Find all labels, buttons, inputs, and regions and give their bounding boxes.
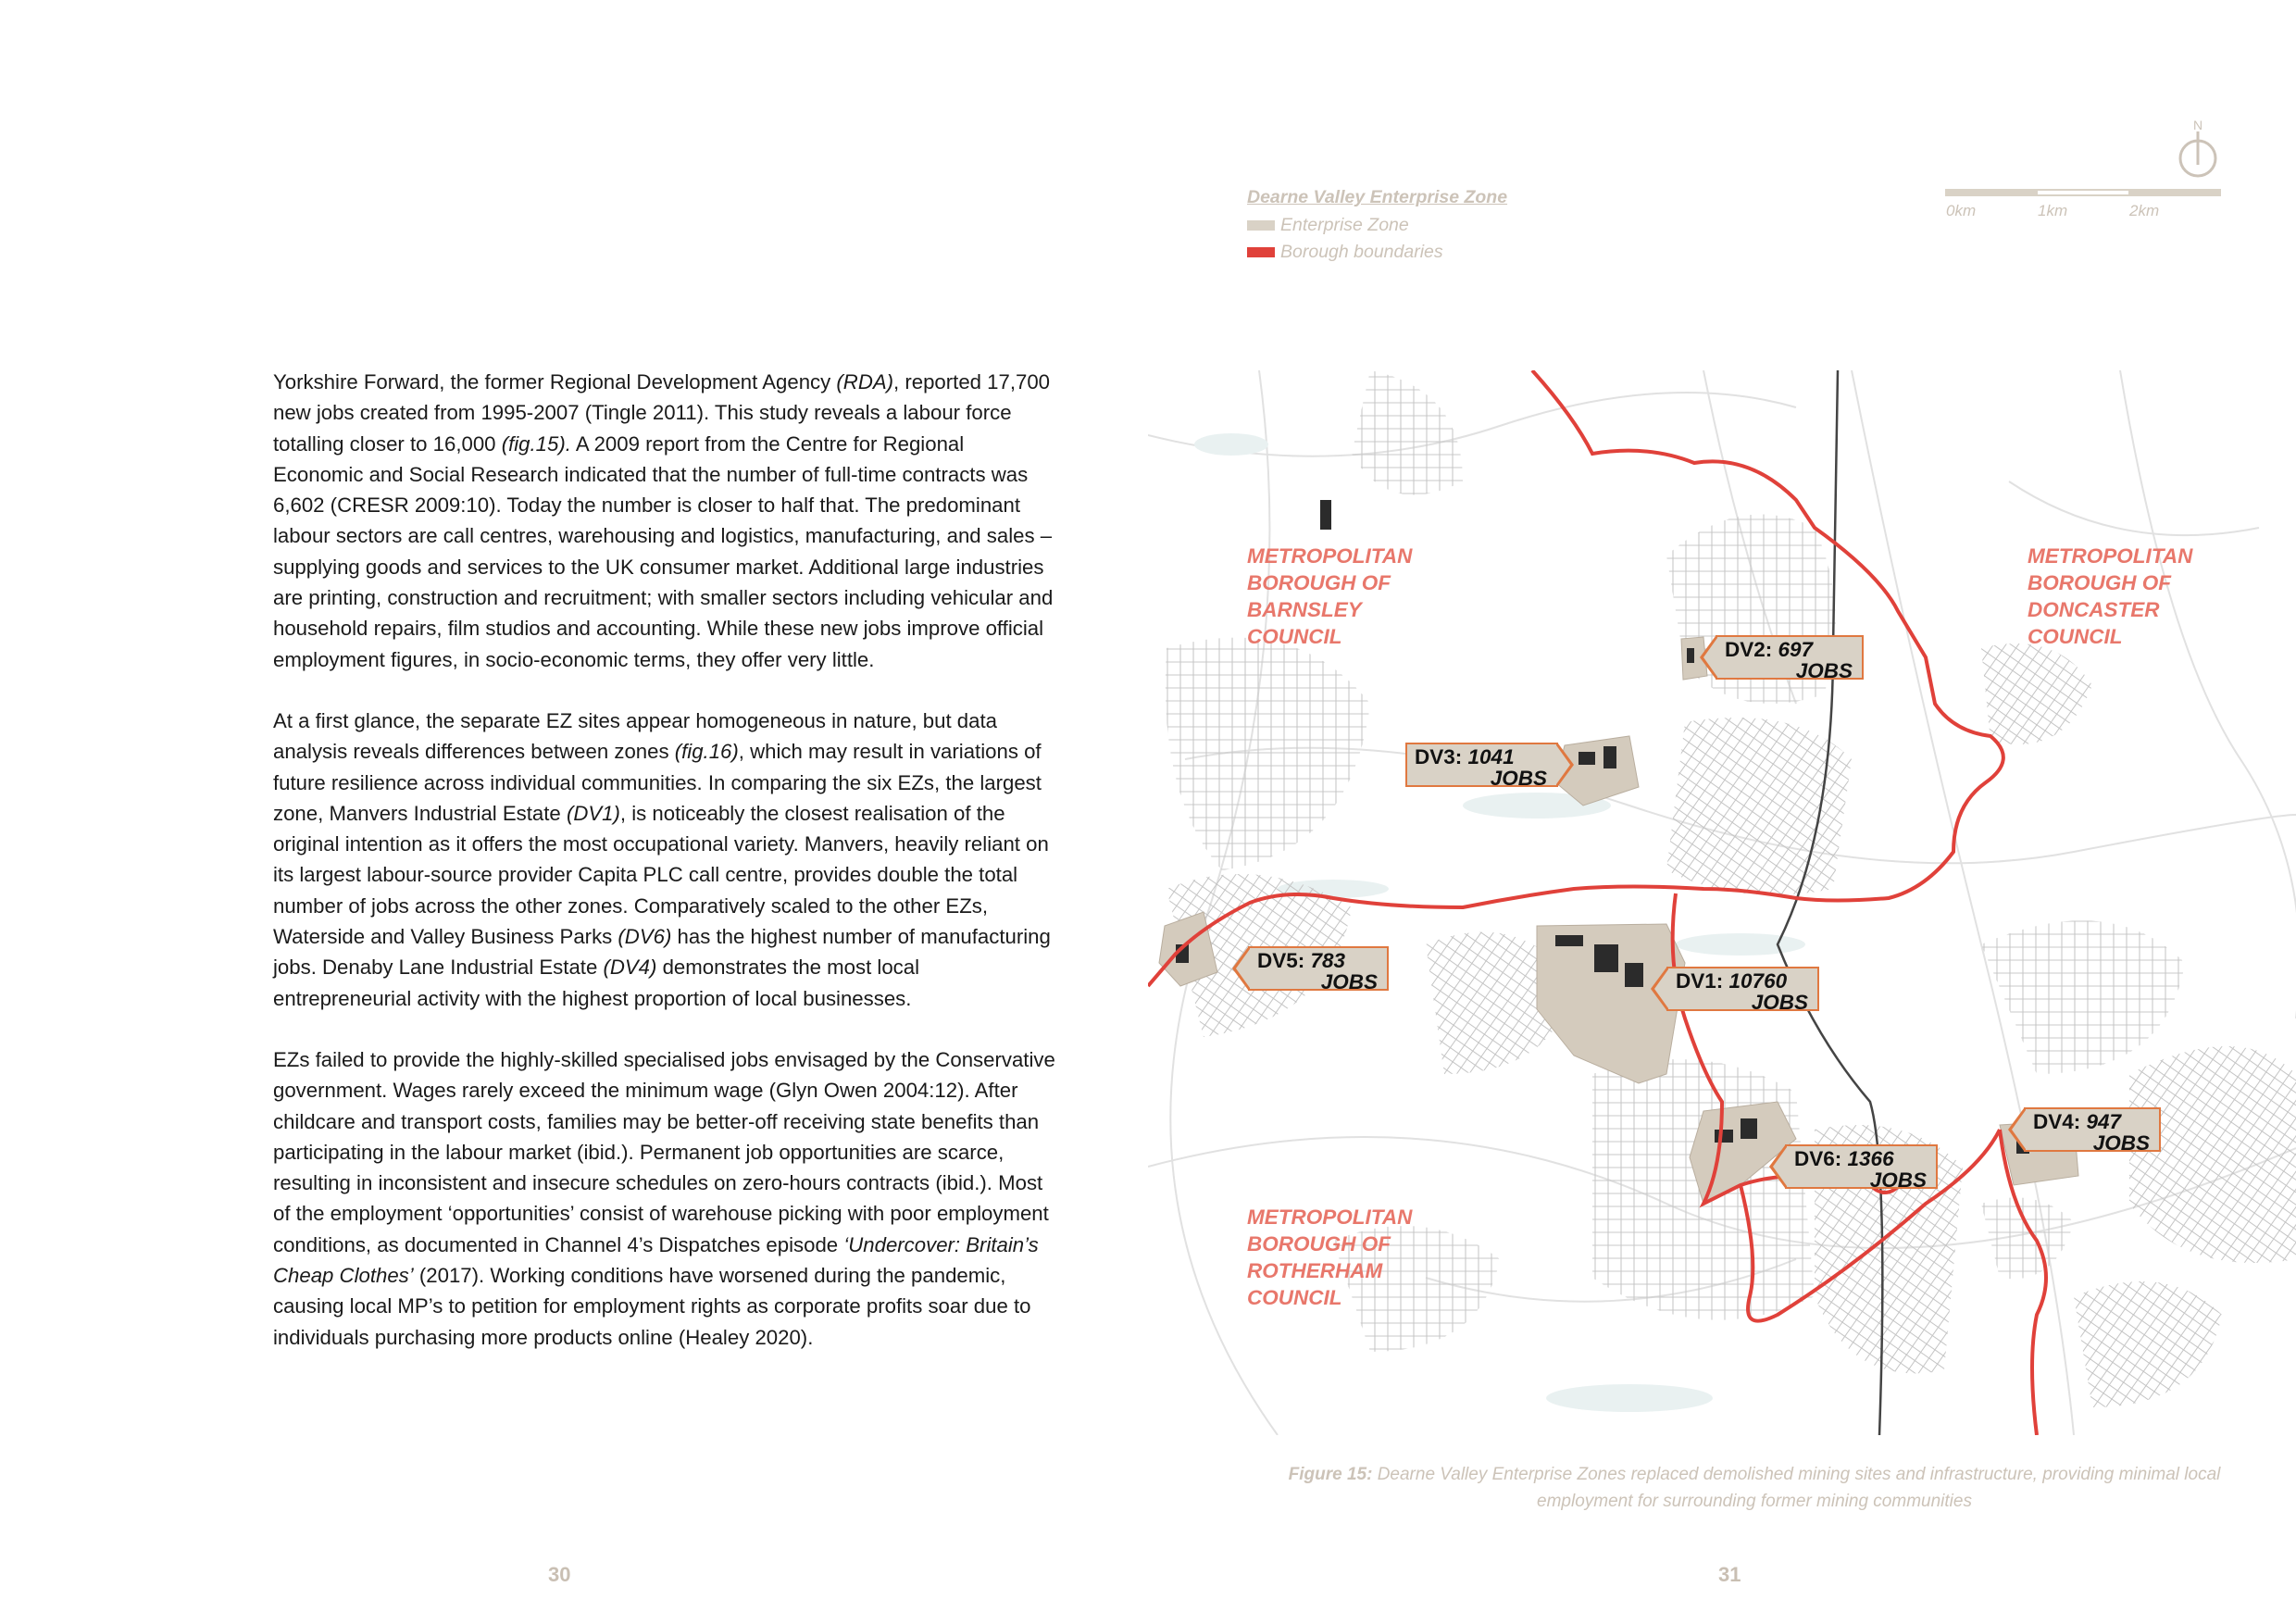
scale-bar	[1945, 189, 2221, 196]
text-run: , which may result in variations of future resilience across individual communities. In comparing the six EZs, the largest zone, Manvers Industrial Estate	[273, 740, 1042, 825]
italic-run: (DV1)	[566, 801, 620, 825]
borough-label-rotherham: METROPOLITAN BOROUGH OF ROTHERHAM COUNCIL	[1247, 1206, 1413, 1309]
text-run: (2017). Working conditions have worsened during the pandemic, causing local MP’s to petition for employment rights as corporate profits soar due to individuals purchasing more products online (Healey 2020).	[273, 1264, 1031, 1349]
italic-run: ‘Undercover: Britain’s Cheap Clothes’	[273, 1232, 1039, 1288]
italic-run: (RDA)	[836, 370, 894, 394]
north-arrow-icon	[2172, 119, 2224, 180]
legend-item-borough	[1247, 239, 1507, 266]
scale-label-1: 1km	[2038, 202, 2068, 219]
callout-dv1: DV1: 10760 JOBS	[1666, 967, 1819, 1011]
text-run: demonstrates the most local entrepreneurial activity with the highest proportion of local businesses.	[273, 956, 920, 1010]
page-number-left: 30	[548, 1563, 571, 1586]
text-run: has the highest number of manufacturing jobs. Denaby Lane Industrial Estate	[273, 925, 1051, 980]
paragraph-2	[273, 706, 1055, 1014]
borough-label-doncaster: METROPOLITAN BOROUGH OF DONCASTER COUNCIL	[2028, 544, 2193, 648]
legend-item-enterprise-zone	[1247, 212, 1507, 239]
callout-dv6: DV6: 1366 JOBS	[1785, 1144, 1938, 1189]
legend-swatch-zone	[1247, 220, 1275, 231]
text-run: A 2009 report from the Centre for Regional Economic and Social Research indicated that the number of full-time contracts was 6,602 (CRESR 2009:10). Today the number is closer to half that. The predominant labour sectors are call centres, warehousing and logistics, manufacturing, and sales – supplying goods and services to the UK consumer market. Additional large industries are printing, construction and recruitment; with smaller sectors including vehicular and household repairs, film studios and accounting. While these new jobs improve official employment figures, in socio-economic terms, they offer very little.	[273, 431, 1054, 671]
paragraph-1	[273, 367, 1055, 675]
paragraph-3	[273, 1044, 1055, 1353]
text-run: Yorkshire Forward, the former Regional Development Agency	[273, 370, 837, 394]
text-run: , reported 17,700 new jobs created from 1995-2007 (Tingle 2011). This study reveals a labour force totalling closer to 16,000	[273, 370, 1051, 456]
legend-title: Dearne Valley Enterprise Zone	[1247, 187, 1508, 207]
figure-caption	[1245, 1461, 2264, 1515]
italic-run: (fig.15).	[501, 431, 571, 456]
map-legend	[1247, 187, 1507, 266]
callout-dv5: DV5: 783 JOBS	[1248, 946, 1389, 991]
legend-swatch-borough	[1247, 247, 1275, 257]
callout-dv3: DV3: 1041 JOBS	[1405, 743, 1558, 787]
callout-dv4: DV4: 947 JOBS	[2024, 1107, 2161, 1152]
caption-label: Figure 15:	[1288, 1465, 1373, 1484]
italic-run: (DV4)	[603, 956, 657, 980]
legend-label: Borough boundaries	[1280, 242, 1443, 262]
caption-text: Dearne Valley Enterprise Zones replaced demolished mining sites and infrastructure, providing minimal local employment for surrounding former mining communities	[1372, 1465, 2221, 1511]
body-text	[273, 367, 1055, 1383]
svg-text:N: N	[2192, 119, 2203, 132]
legend-label: Enterprise Zone	[1280, 215, 1409, 235]
text-run: At a first glance, the separate EZ sites appear homogeneous in nature, but data analysis reveals differences between zones	[273, 708, 997, 764]
enterprise-zone-map	[1148, 370, 2296, 1435]
text-run: , is noticeably the closest realisation of the original intention as it offers the most occupational variety. Manvers, heavily reliant on its largest labour-source provider Capita PLC call centre, provides double the total number of jobs across the other zones. Comparatively scaled to the other EZs, Waterside and Valley Business Parks	[273, 801, 1049, 949]
text-run: EZs failed to provide the highly-skilled specialised jobs envisaged by the Conservative government. Wages rarely exceed the minimum wage (Glyn Owen 2004:12). After childcare and transport costs, families may be better-off receiving state benefits than participating in the labour market (ibid.). Permanent job opportunities are scarce, resulting in inconsistent and insecure schedules on zero-hours contracts (ibid.). Most of the employment ‘opportunities’ consist of warehouse picking with poor employment conditions, as documented in Channel 4’s Dispatches episode	[273, 1047, 1055, 1256]
borough-label-barnsley: METROPOLITAN BOROUGH OF BARNSLEY COUNCIL	[1247, 544, 1413, 648]
page-number-right: 31	[1718, 1563, 1741, 1586]
scale-label-0: 0km	[1946, 202, 1977, 219]
italic-run: (DV6)	[618, 925, 672, 949]
scale-label-2: 2km	[2129, 202, 2160, 219]
callout-dv2: DV2: 697 JOBS	[1716, 635, 1864, 680]
italic-run: (fig.16)	[674, 740, 739, 764]
